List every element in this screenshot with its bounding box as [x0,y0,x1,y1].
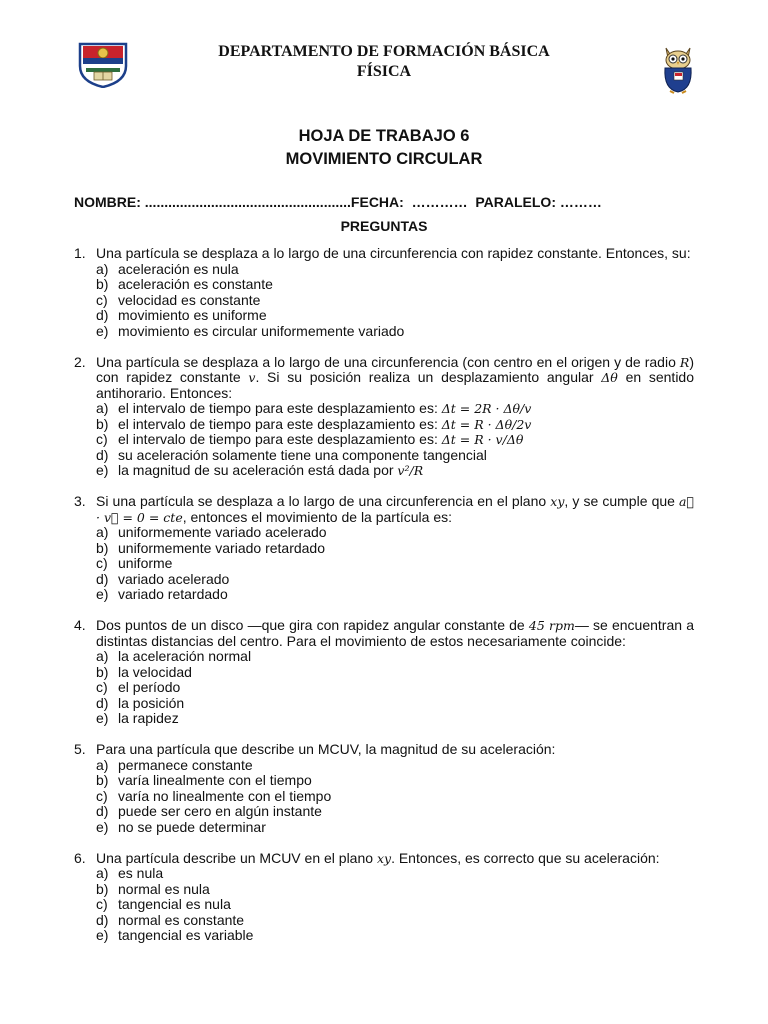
question-text [96,618,694,649]
option-letter: a) [96,865,109,881]
option-letter: b) [96,772,109,788]
text-fragment: tangencial es nula [118,896,231,912]
worksheet-title: HOJA DE TRABAJO 6 [298,127,470,145]
text-fragment: Una partícula se desplaza a lo largo de una circunferencia con rapidez constante. Entonces, su: [96,245,691,261]
math-expression: v²/R [397,463,424,478]
text-fragment: variado acelerado [118,570,230,587]
option-letter: a) [96,524,109,540]
question-stem [74,851,694,867]
math-expression: v [248,370,256,385]
text-fragment: movimiento es uniforme [118,307,267,323]
option-text [118,696,184,712]
option-letter: b) [96,880,109,897]
text-fragment: Una partícula se desplaza a lo largo de una circunferencia (con centro en el origen y de radio [96,353,680,370]
option-letter: e) [96,927,109,943]
option-letter: a) [96,756,109,773]
text-fragment: aceleración es constante [118,276,273,292]
answer-option [96,277,694,293]
question-text [96,494,694,525]
option-text [118,711,179,727]
answer-option [96,789,694,805]
text-fragment: aceleración es nula [118,260,239,277]
math-expression: xy [376,850,392,866]
answer-option [96,928,694,944]
question-text [96,246,694,262]
option-letter: d) [96,570,109,587]
option-text [118,417,531,433]
text-fragment: — se encuentran a distintas distancias del centro. Para el movimiento de estos necesariamente coincide: [96,617,694,649]
option-letter: d) [96,694,109,711]
answer-option [96,308,694,324]
option-text [118,308,267,324]
option-letter: b) [96,415,109,432]
question-list [74,246,694,959]
question-item [74,742,694,835]
answer-options [96,525,694,603]
option-text [118,649,251,665]
option-text [118,804,322,820]
student-info-line: NOMBRE: .....................................................FECHA: ………… PARALELO: ……… [74,194,602,210]
answer-options [96,866,694,944]
answer-option [96,262,694,278]
option-letter: e) [96,818,109,835]
text-fragment: el período [118,679,181,695]
option-text [118,680,180,696]
text-fragment: normal es nula [118,880,210,897]
math-expression: 45 rpm [528,618,575,633]
answer-option [96,463,694,479]
text-fragment: uniformemente variado acelerado [118,524,327,540]
text-fragment: Una partícula describe un MCUV en el plano [96,849,377,866]
answer-options [96,649,694,727]
option-text [118,866,163,882]
answer-option [96,866,694,882]
text-fragment: Para una partícula que describe un MCUV, la magnitud de su aceleración: [96,741,556,757]
question-number: 3. [74,493,86,509]
answer-option [96,897,694,913]
option-letter: e) [96,586,109,602]
option-letter: b) [96,276,109,292]
owl-mascot-logo [658,42,698,94]
worksheet-subtitle: MOVIMIENTO CIRCULAR [285,150,483,168]
answer-option [96,556,694,572]
section-title: PREGUNTAS [340,218,428,234]
answer-option [96,572,694,588]
department-title: DEPARTAMENTO DE FORMACIÓN BÁSICA [218,43,550,60]
answer-option [96,665,694,681]
option-letter: a) [96,648,109,664]
text-fragment: variado retardado [118,586,228,602]
answer-option [96,882,694,898]
option-text [118,432,523,448]
answer-options [96,758,694,836]
text-fragment: ) con rapidez constante [96,353,694,385]
text-fragment: Dos puntos de un disco —que gira con rapidez angular constante de [96,617,529,633]
option-text [118,556,172,572]
math-expression: Δt = R · v/Δθ [441,432,524,447]
answer-option [96,448,694,464]
text-fragment: la velocidad [118,663,192,680]
text-fragment: puede ser cero en algún instante [118,803,322,819]
text-fragment: la aceleración normal [118,648,252,664]
answer-option [96,432,694,448]
option-text [118,665,192,681]
question-number: 4. [74,617,86,633]
question-stem [74,355,694,402]
option-text [118,324,404,340]
answer-option [96,680,694,696]
option-text [118,913,244,929]
text-fragment: . Entonces, es correcto que su aceleración: [391,849,660,866]
question-text [96,851,694,867]
option-text [118,928,253,944]
option-text [118,572,229,588]
text-fragment: velocidad es constante [118,291,261,308]
option-text [118,463,423,479]
option-letter: c) [96,555,108,571]
option-letter: e) [96,710,109,726]
option-text [118,789,331,805]
option-text [118,587,228,603]
answer-options [96,401,694,479]
text-fragment: varía linealmente con el tiempo [118,772,312,788]
math-expression: Δθ [601,370,618,385]
question-number: 1. [74,245,86,261]
question-stem [74,618,694,649]
question-number: 5. [74,741,86,757]
option-letter: c) [96,431,108,447]
option-text [118,448,487,464]
answer-option [96,820,694,836]
option-text [118,525,327,541]
text-fragment: , y se cumple que [564,493,680,509]
math-expression: Δt = 2R · Δθ/v [441,401,532,416]
text-fragment: tangencial es variable [118,927,254,943]
option-letter: a) [96,260,109,277]
answer-option [96,913,694,929]
option-text [118,401,531,417]
question-item [74,618,694,727]
answer-option [96,649,694,665]
question-item [74,494,694,603]
text-fragment: la posición [118,694,185,711]
option-text [118,882,210,898]
option-text [118,541,325,557]
answer-option [96,417,694,433]
option-letter: d) [96,307,109,323]
option-letter: b) [96,663,109,680]
answer-option [96,587,694,603]
text-fragment: . Si su posición realiza un desplazamiento angular [255,369,602,385]
answer-options [96,262,694,340]
question-item [74,355,694,479]
text-fragment: el intervalo de tiempo para este desplazamiento es: [118,400,442,416]
text-fragment: , entonces el movimiento de la partícula es: [182,508,452,525]
question-number: 6. [74,849,86,866]
option-letter: d) [96,911,109,928]
text-fragment: Si una partícula se desplaza a lo largo de una circunferencia en el plano [96,493,551,509]
text-fragment: uniforme [118,555,173,571]
question-text [96,742,694,758]
math-expression: Δt = R · Δθ/2v [441,416,532,432]
option-letter: c) [96,896,108,912]
answer-option [96,773,694,789]
math-expression: xy [550,494,565,509]
text-fragment: en sentido antihorario. Entonces: [96,369,695,401]
text-fragment: la magnitud de su aceleración está dada por [118,462,398,478]
question-stem [74,246,694,262]
option-letter: c) [96,291,108,308]
math-expression: a⃗ · v⃗ = 0 = cte [96,494,694,525]
option-letter: c) [96,679,108,695]
answer-option [96,525,694,541]
option-letter: a) [96,400,109,416]
math-expression: R [679,354,690,370]
option-letter: e) [96,462,109,478]
option-text [118,820,266,836]
answer-option [96,401,694,417]
option-letter: d) [96,803,109,819]
answer-option [96,711,694,727]
option-text [118,293,260,309]
answer-option [96,758,694,774]
answer-option [96,804,694,820]
option-text [118,262,239,278]
subject-title: FÍSICA [356,63,412,80]
text-fragment: movimiento es circular uniformemente variado [118,322,405,339]
text-fragment: el intervalo de tiempo para este desplazamiento es: [118,431,442,447]
option-text [118,758,253,774]
text-fragment: normal es constante [118,911,245,928]
text-fragment: es nula [118,865,164,881]
option-letter: b) [96,539,109,556]
option-text [118,897,231,913]
option-text [118,773,312,789]
text-fragment: uniformemente variado retardado [118,539,326,556]
question-stem [74,494,694,525]
question-item [74,851,694,944]
text-fragment: permanece constante [118,756,253,773]
answer-option [96,324,694,340]
text-fragment: varía no linealmente con el tiempo [118,787,332,804]
option-letter: e) [96,322,109,339]
text-fragment: su aceleración solamente tiene una componente tangencial [118,446,487,463]
option-text [118,277,273,293]
text-fragment: el intervalo de tiempo para este desplazamiento es: [118,415,442,432]
option-letter: c) [96,787,108,804]
option-letter: d) [96,446,109,463]
answer-option [96,293,694,309]
question-text [96,355,694,402]
text-fragment: no se puede determinar [118,818,266,835]
answer-option [96,541,694,557]
question-stem [74,742,694,758]
question-number: 2. [74,353,86,370]
question-item [74,246,694,339]
text-fragment: la rapidez [118,710,179,726]
answer-option [96,696,694,712]
